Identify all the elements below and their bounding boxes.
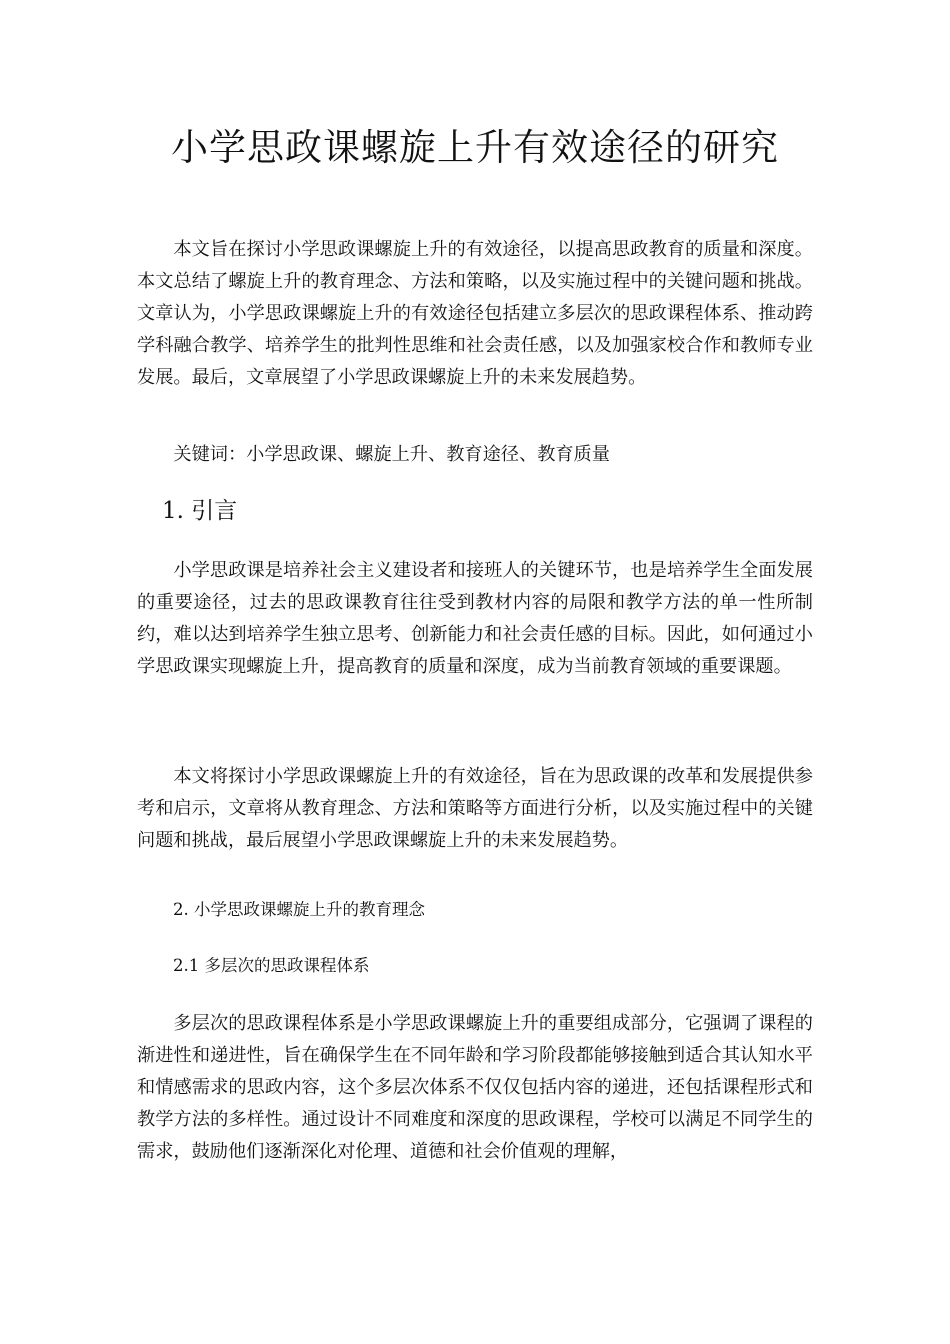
curriculum-system-paragraph: 多层次的思政课程体系是小学思政课螺旋上升的重要组成部分，它强调了课程的渐进性和递进性，旨在确保学生在不同年龄和学习阶段都能够接触到适合其认知水平和情感需求的思政内容，这个多层次体系不仅仅包括内容的递进，还包括课程形式和教学方法的多样性。通过设计不同难度和深度的思政课程，学校可以满足不同学生的需求，鼓励他们逐渐深化对伦理、道德和社会价值观的理解， <box>137 1013 813 1162</box>
subsection-heading-curriculum-system: 2.1 多层次的思政课程体系 <box>173 956 370 975</box>
introduction-paragraph-1: 小学思政课是培养社会主义建设者和接班人的关键环节，也是培养学生全面发展的重要途径，过去的思政课教育往往受到教材内容的局限和教学方法的单一性所制约，难以达到培养学生独立思考、创新能力和社会责任感的目标。因此，如何通过小学思政课实现螺旋上升，提高教育的质量和深度，成为当前教育领域的重要课题。 <box>137 560 813 677</box>
document-title: 小学思政课螺旋上升有效途径的研究 <box>171 126 779 169</box>
abstract-paragraph: 本文旨在探讨小学思政课螺旋上升的有效途径，以提高思政教育的质量和深度。本文总结了螺旋上升的教育理念、方法和策略，以及实施过程中的关键问题和挑战。文章认为，小学思政课螺旋上升的有效途径包括建立多层次的思政课程体系、推动跨学科融合教学、培养学生的批判性思维和社会责任感，以及加强家校合作和教师专业发展。最后，文章展望了小学思政课螺旋上升的未来发展趋势。 <box>137 239 813 388</box>
section-heading-introduction: 1. 引言 <box>162 498 238 524</box>
introduction-paragraph-2: 本文将探讨小学思政课螺旋上升的有效途径，旨在为思政课的改革和发展提供参考和启示，文章将从教育理念、方法和策略等方面进行分析，以及实施过程中的关键问题和挑战，最后展望小学思政课螺旋上升的未来发展趋势。 <box>137 766 813 851</box>
keywords-line: 关键词：小学思政课、螺旋上升、教育途径、教育质量 <box>173 444 610 465</box>
section-heading-education-concept: 2. 小学思政课螺旋上升的教育理念 <box>173 900 425 919</box>
